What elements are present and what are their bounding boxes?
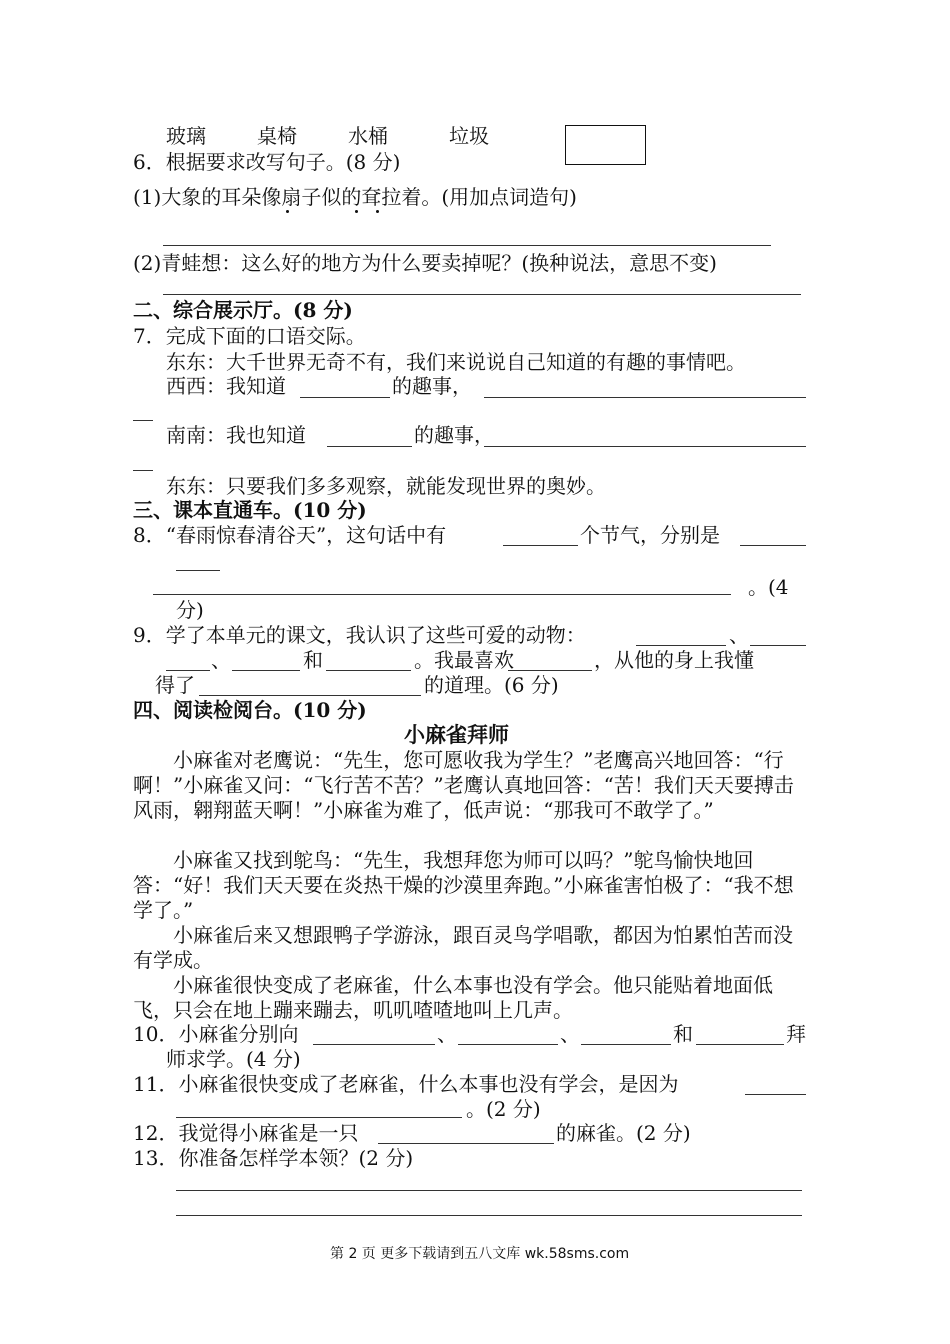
blank[interactable] [508, 670, 592, 671]
q13-question: 13．你准备怎样学本领？(2 分) [133, 1146, 414, 1170]
q10-sep2: 、 [560, 1022, 580, 1046]
q8-text-b: 个节气，分别是 [580, 523, 720, 547]
q11-text-a: 11．小麻雀很快变成了老麻雀，什么本事也没有学会，是因为 [133, 1072, 679, 1096]
blank-continuation [133, 470, 153, 471]
q12-text-a: 12．我觉得小麻雀是一只 [133, 1121, 359, 1145]
blank[interactable] [176, 1117, 462, 1118]
section2-heading: 二、综合展示厅。(8 分) [133, 298, 353, 322]
blank[interactable] [176, 570, 220, 571]
q10-text-a: 10．小麻雀分别向 [133, 1022, 299, 1046]
answer-line[interactable] [176, 1215, 802, 1216]
dialog-line-4: 东东：只要我们多多观察，就能发现世界的奥妙。 [166, 474, 606, 498]
q7-question: 7．完成下面的口语交际。 [133, 324, 366, 348]
blank[interactable] [484, 397, 806, 398]
q9-text-a: 9．学了本单元的课文，我认识了这些可爱的动物： [133, 623, 586, 647]
q9-text-d: 得了 [155, 673, 195, 697]
blank[interactable] [636, 645, 726, 646]
blank[interactable] [745, 1094, 806, 1095]
q11-text-b: 。(2 分) [466, 1097, 541, 1121]
q9-and: 和 [303, 648, 323, 672]
q9-text-e: 的道理。(6 分) [424, 673, 559, 697]
dialog-nannan: 南南：我也知道 [166, 423, 306, 447]
q8-text-a: 8．“春雨惊春清谷天”，这句话中有 [133, 523, 447, 547]
blank[interactable] [581, 1044, 671, 1045]
blank[interactable] [153, 594, 731, 595]
word-4: 垃圾 [449, 124, 489, 148]
answer-box[interactable] [565, 125, 646, 165]
q6-item1: (1)大象的耳朵像扇子似的耷拉着。(用加点词造句) [133, 185, 577, 209]
q10-text-c: 师求学。(4 分) [166, 1047, 301, 1071]
blank-continuation [133, 420, 153, 421]
blank[interactable] [199, 695, 421, 696]
q12-text-b: 的麻雀。(2 分) [556, 1121, 691, 1145]
q10-and: 和 [673, 1022, 693, 1046]
q10-sep1: 、 [437, 1022, 457, 1046]
q6-item2: (2)青蛙想：这么好的地方为什么要卖掉呢？(换种说法，意思不变) [133, 251, 717, 275]
word-2: 桌椅 [257, 124, 297, 148]
blank[interactable] [458, 1044, 558, 1045]
emphasis-dot [376, 210, 379, 213]
dialog-nannan-b: 的趣事， [414, 423, 494, 447]
story-paragraph-2: 小麻雀又找到鸵鸟：“先生，我想拜您为师可以吗？”鸵鸟愉快地回答：“好！我们天天要在炎热干燥的沙漠里奔跑。”小麻雀害怕极了：“我不想学了。” [133, 848, 794, 922]
blank[interactable] [300, 397, 390, 398]
answer-line[interactable] [176, 1190, 802, 1191]
emphasis-dot [286, 210, 289, 213]
blank[interactable] [750, 645, 806, 646]
story-paragraph-3: 小麻雀后来又想跟鸭子学游泳，跟百灵鸟学唱歌，都因为怕累怕苦而没有学成。 [133, 923, 793, 972]
blank[interactable] [327, 446, 412, 447]
blank[interactable] [503, 545, 578, 546]
page-footer: 第 2 页 更多下载请到五八文库 wk.58sms.com [330, 1246, 630, 1262]
q8-score: 分) [176, 598, 204, 622]
q10-text-b: 拜 [786, 1022, 806, 1046]
blank[interactable] [740, 545, 806, 546]
dialog-xixi: 西西：我知道 [166, 374, 286, 398]
blank[interactable] [232, 670, 300, 671]
story-paragraph-1: 小麻雀对老鹰说：“先生，您可愿收我为学生？”老鹰高兴地回答：“行啊！”小麻雀又问：“飞行苦不苦？”老鹰认真地回答：“苦！我们天天要搏击风雨，翱翔蓝天啊！”小麻雀为难了，低声说：“那我可不敢学了。” [133, 748, 794, 822]
blank[interactable] [484, 446, 806, 447]
story-paragraph-4: 小麻雀很快变成了老麻雀，什么本事也没有学会。他只能贴着地面低飞，只会在地上蹦来蹦去，叽叽喳喳地叫上几声。 [133, 973, 773, 1022]
emphasis-dot [355, 210, 358, 213]
blank[interactable] [166, 670, 210, 671]
q9-sep2: 、 [211, 648, 231, 672]
q9-text-b: 。我最喜欢 [414, 648, 514, 672]
word-1: 玻璃 [166, 124, 206, 148]
section3-heading: 三、课本直通车。(10 分) [133, 498, 367, 522]
q9-sep1: 、 [729, 623, 749, 647]
blank[interactable] [696, 1044, 784, 1045]
answer-line[interactable] [163, 294, 801, 295]
dialog-xixi-b: 的趣事， [392, 374, 472, 398]
blank[interactable] [313, 1044, 435, 1045]
blank[interactable] [378, 1143, 554, 1144]
story-title: 小麻雀拜师 [404, 723, 509, 747]
answer-line[interactable] [163, 245, 771, 246]
q9-text-c: ，从他的身上我懂 [594, 648, 754, 672]
section4-heading: 四、阅读检阅台。(10 分) [133, 698, 367, 722]
blank[interactable] [326, 670, 411, 671]
word-3: 水桶 [348, 124, 388, 148]
q8-end: 。(4 [748, 575, 789, 599]
q6-question: 6．根据要求改写句子。(8 分) [133, 150, 401, 174]
dialog-line-1: 东东：大千世界无奇不有，我们来说说自己知道的有趣的事情吧。 [166, 350, 746, 374]
